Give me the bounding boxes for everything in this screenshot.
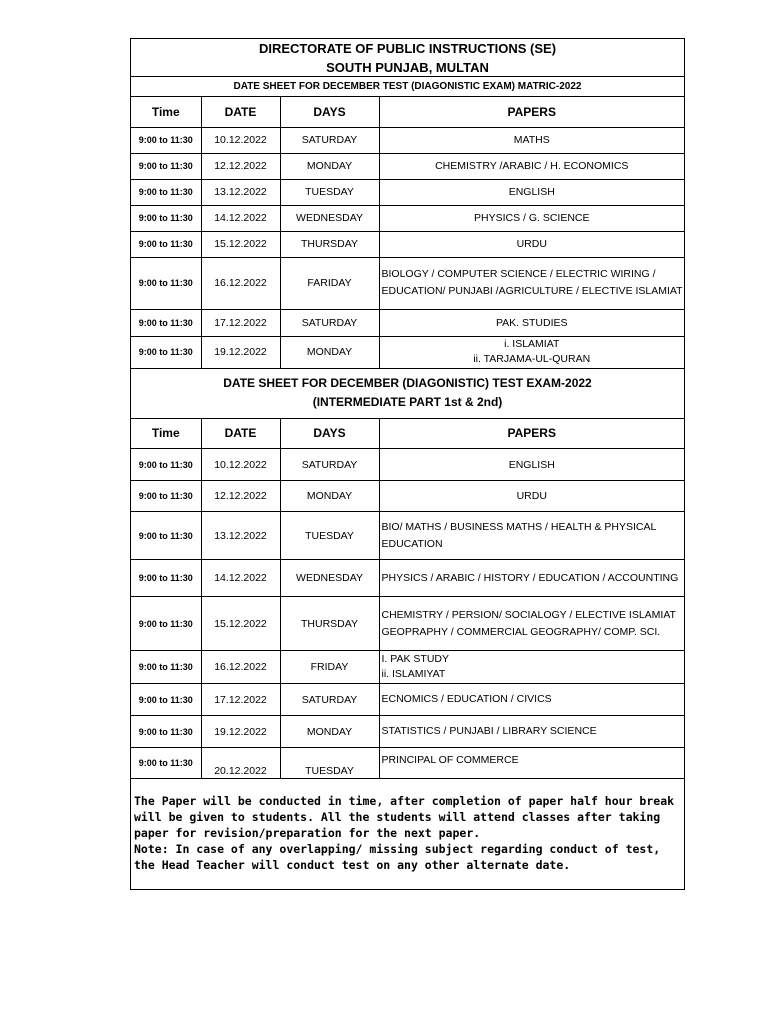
column-header-time: Time — [131, 419, 201, 449]
table-row — [131, 309, 684, 336]
day-cell: SATURDAY — [280, 309, 379, 336]
date-cell: 16.12.2022 — [201, 651, 280, 684]
date-cell: 19.12.2022 — [201, 716, 280, 748]
paper-cell — [379, 512, 684, 560]
header-title-line1: DIRECTORATE OF PUBLIC INSTRUCTIONS (SE) — [258, 41, 557, 56]
table-row — [131, 153, 684, 179]
time-cell: 9:00 to 11:30 — [131, 127, 201, 153]
time-cell: 9:00 to 11:30 — [131, 257, 201, 309]
intermediate-header-row — [131, 419, 684, 449]
table-row — [131, 512, 684, 560]
date-sheet — [130, 38, 685, 890]
time-cell: 9:00 to 11:30 — [131, 597, 201, 651]
paper-cell: URDU — [379, 231, 684, 257]
matric-table — [131, 97, 684, 369]
table-row — [131, 716, 684, 748]
paper-cell — [379, 336, 684, 368]
intermediate-title-line1: DATE SHEET FOR DECEMBER (DIAGONISTIC) TEST EXAM-2022 — [223, 375, 592, 390]
paper-cell: ENGLISH — [379, 179, 684, 205]
time-cell: 9:00 to 11:30 — [131, 205, 201, 231]
table-row — [131, 127, 684, 153]
date-cell: 13.12.2022 — [201, 179, 280, 205]
date-cell: 12.12.2022 — [201, 481, 280, 512]
table-row — [131, 336, 684, 368]
day-cell: TUESDAY — [280, 748, 379, 779]
date-cell: 14.12.2022 — [201, 560, 280, 597]
notes-section — [131, 779, 684, 889]
column-header-papers: PAPERS — [379, 419, 684, 449]
note-paragraph: Note: In case of any overlapping/ missing subject regarding conduct of test, the Head Teacher will conduct test on any other alternate date. — [134, 842, 661, 872]
column-header-days: DAYS — [280, 419, 379, 449]
date-cell: 20.12.2022 — [201, 748, 280, 779]
paper-line: I. PAK STUDY — [381, 653, 449, 665]
date-cell: 10.12.2022 — [201, 449, 280, 481]
column-header-date: DATE — [201, 97, 280, 127]
day-cell: MONDAY — [280, 716, 379, 748]
date-cell: 10.12.2022 — [201, 127, 280, 153]
column-header-date: DATE — [201, 419, 280, 449]
time-cell: 9:00 to 11:30 — [131, 153, 201, 179]
paper-line: EDUCATION — [381, 537, 443, 550]
time-cell: 9:00 to 11:30 — [131, 336, 201, 368]
column-header-time: Time — [131, 97, 201, 127]
paper-cell — [379, 651, 684, 684]
time-cell: 9:00 to 11:30 — [131, 231, 201, 257]
day-cell: TUESDAY — [280, 512, 379, 560]
day-cell: WEDNESDAY — [280, 205, 379, 231]
day-cell: WEDNESDAY — [280, 560, 379, 597]
time-cell: 9:00 to 11:30 — [131, 684, 201, 716]
day-cell: SATURDAY — [280, 127, 379, 153]
date-cell: 15.12.2022 — [201, 231, 280, 257]
table-row — [131, 560, 684, 597]
paper-cell: ECNOMICS / EDUCATION / CIVICS — [379, 684, 684, 716]
day-cell: TUESDAY — [280, 179, 379, 205]
matric-header-row — [131, 97, 684, 127]
table-row — [131, 651, 684, 684]
day-cell: SATURDAY — [280, 684, 379, 716]
time-cell: 9:00 to 11:30 — [131, 716, 201, 748]
paper-cell: PRINCIPAL OF COMMERCE — [379, 748, 684, 779]
date-cell: 16.12.2022 — [201, 257, 280, 309]
time-cell: 9:00 to 11:30 — [131, 512, 201, 560]
paper-cell: PAK. STUDIES — [379, 309, 684, 336]
date-cell: 14.12.2022 — [201, 205, 280, 231]
date-cell: 19.12.2022 — [201, 336, 280, 368]
header-title-line2: SOUTH PUNJAB, MULTAN — [326, 60, 489, 75]
day-cell: FARIDAY — [280, 257, 379, 309]
table-row — [131, 205, 684, 231]
table-row — [131, 179, 684, 205]
intermediate-title — [131, 369, 684, 419]
paper-line: EDUCATION/ PUNJABI /AGRICULTURE / ELECTIVE ISLAMIAT — [381, 285, 683, 297]
time-cell: 9:00 to 11:30 — [131, 309, 201, 336]
paper-line: BIO/ MATHS / BUSINESS MATHS / HEALTH & PHYSICAL — [381, 520, 657, 533]
date-cell: 15.12.2022 — [201, 597, 280, 651]
day-cell: MONDAY — [280, 481, 379, 512]
table-row — [131, 481, 684, 512]
table-row — [131, 449, 684, 481]
time-cell: 9:00 to 11:30 — [131, 179, 201, 205]
paper-line: ii. TARJAMA-UL-QURAN — [473, 353, 591, 365]
day-cell: SATURDAY — [280, 449, 379, 481]
intermediate-title-line2: (INTERMEDIATE PART 1st & 2nd) — [312, 394, 503, 409]
date-cell: 17.12.2022 — [201, 684, 280, 716]
paper-line: BIOLOGY / COMPUTER SCIENCE / ELECTRIC WIRING / — [381, 268, 656, 280]
paper-cell: PHYSICS / ARABIC / HISTORY / EDUCATION / ACCOUNTING — [379, 560, 684, 597]
date-cell: 12.12.2022 — [201, 153, 280, 179]
time-cell: 9:00 to 11:30 — [131, 449, 201, 481]
time-cell: 9:00 to 11:30 — [131, 481, 201, 512]
note-paragraph: The Paper will be conducted in time, after completion of paper half hour break will be given to students. All the students will attend classes after taking paper for revision/preparation for the next paper. — [134, 794, 675, 840]
intermediate-table — [131, 419, 684, 780]
paper-cell: PHYSICS / G. SCIENCE — [379, 205, 684, 231]
paper-cell: MATHS — [379, 127, 684, 153]
column-header-days: DAYS — [280, 97, 379, 127]
day-cell: THURSDAY — [280, 597, 379, 651]
column-header-papers: PAPERS — [379, 97, 684, 127]
time-cell: 9:00 to 11:30 — [131, 560, 201, 597]
paper-cell: ENGLISH — [379, 449, 684, 481]
paper-cell: CHEMISTRY /ARABIC / H. ECONOMICS — [379, 153, 684, 179]
table-row — [131, 684, 684, 716]
table-row — [131, 257, 684, 309]
paper-line: CHEMISTRY / PERSION/ SOCIALOGY / ELECTIVE ISLAMIAT — [381, 608, 676, 621]
day-cell: MONDAY — [280, 336, 379, 368]
paper-line: ii. ISLAMIYAT — [381, 668, 446, 680]
time-cell: 9:00 to 11:30 — [131, 748, 201, 779]
paper-cell: URDU — [379, 481, 684, 512]
day-cell: MONDAY — [280, 153, 379, 179]
time-cell: 9:00 to 11:30 — [131, 651, 201, 684]
table-row — [131, 748, 684, 779]
table-row — [131, 231, 684, 257]
document-header — [131, 39, 684, 77]
paper-cell — [379, 597, 684, 651]
date-cell: 13.12.2022 — [201, 512, 280, 560]
day-cell: THURSDAY — [280, 231, 379, 257]
paper-line: GEOPRAPHY / COMMERCIAL GEOGRAPHY/ COMP. SCI. — [381, 625, 661, 638]
paper-line: i. ISLAMIAT — [504, 338, 560, 350]
paper-cell — [379, 257, 684, 309]
paper-cell: STATISTICS / PUNJABI / LIBRARY SCIENCE — [379, 716, 684, 748]
day-cell: FRIDAY — [280, 651, 379, 684]
table-row — [131, 597, 684, 651]
date-cell: 17.12.2022 — [201, 309, 280, 336]
matric-subtitle: DATE SHEET FOR DECEMBER TEST (DIAGONISTIC EXAM) MATRIC-2022 — [131, 77, 684, 97]
